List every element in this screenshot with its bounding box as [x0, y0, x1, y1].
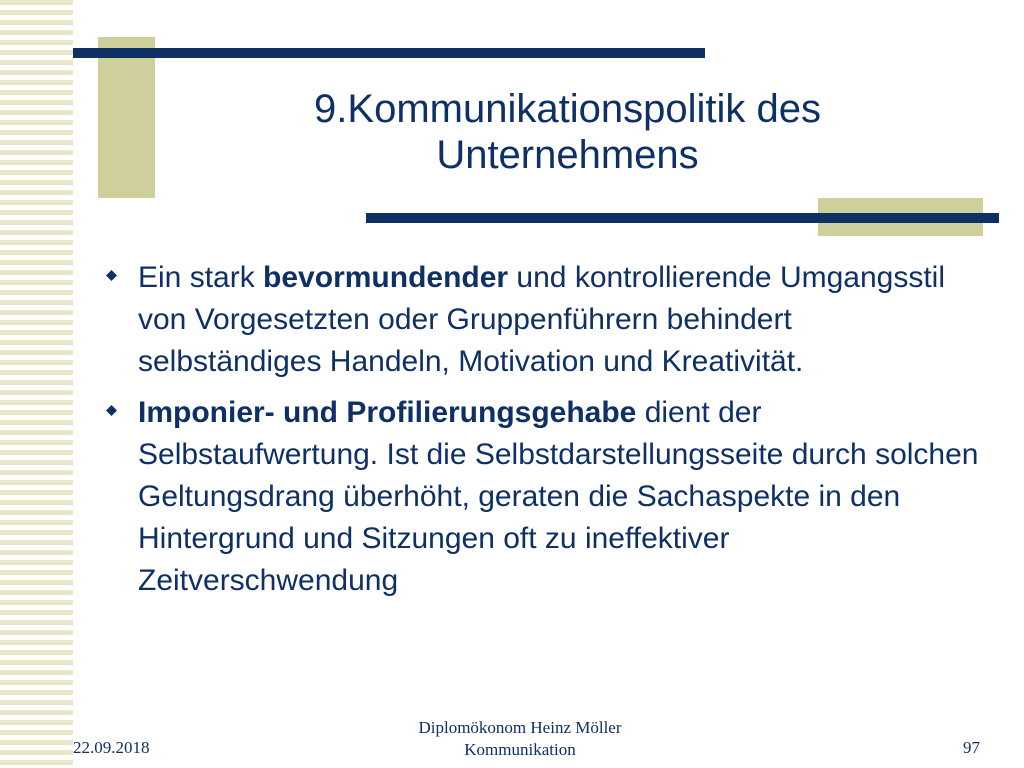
- slide-content: [100, 257, 980, 611]
- footer-author: Diplomökonom Heinz Möller: [418, 718, 622, 737]
- slide-title-line1: 9.Kommunikationspolitik des: [314, 87, 821, 131]
- diamond-bullet-icon: [106, 270, 117, 281]
- footer-page-number: 97: [963, 738, 980, 757]
- bullet-2-text-rest: dient der Selbstaufwertung. Ist die Selbstdarstellungsseite durch solchen Geltungsdrang überhöht, geraten die Sachaspekte in den Hintergrund und Sitzungen oft zu ineffektiver Zeitverschwendung: [138, 396, 979, 597]
- bullet-1-text-rest: und kontrollierende Umgangsstil von Vorgesetzten oder Gruppenführern behindert selbständiges Handeln, Motivation und Kreativität.: [138, 261, 945, 378]
- slide-title: [200, 86, 935, 178]
- decorative-stripes: [0, 0, 73, 768]
- bullet-2-bold-text: Imponier- und Profilierungsgehabe: [138, 396, 637, 429]
- bullet-item-2: [100, 392, 980, 602]
- footer-date: 22.09.2018: [73, 738, 150, 757]
- decorative-khaki-block-top: [98, 37, 155, 198]
- footer-subject: Kommunikation: [464, 740, 576, 759]
- slide-title-line2: Unternehmens: [436, 133, 699, 177]
- bullet-item-1: [100, 257, 980, 383]
- decorative-navy-line-top: [73, 48, 705, 58]
- bullet-1-text-start: Ein stark: [138, 261, 264, 294]
- diamond-bullet-icon: [106, 405, 117, 416]
- decorative-navy-line-right: [366, 213, 999, 223]
- bullet-1-bold-text: bevormundender: [263, 261, 509, 294]
- footer-center: [340, 717, 700, 761]
